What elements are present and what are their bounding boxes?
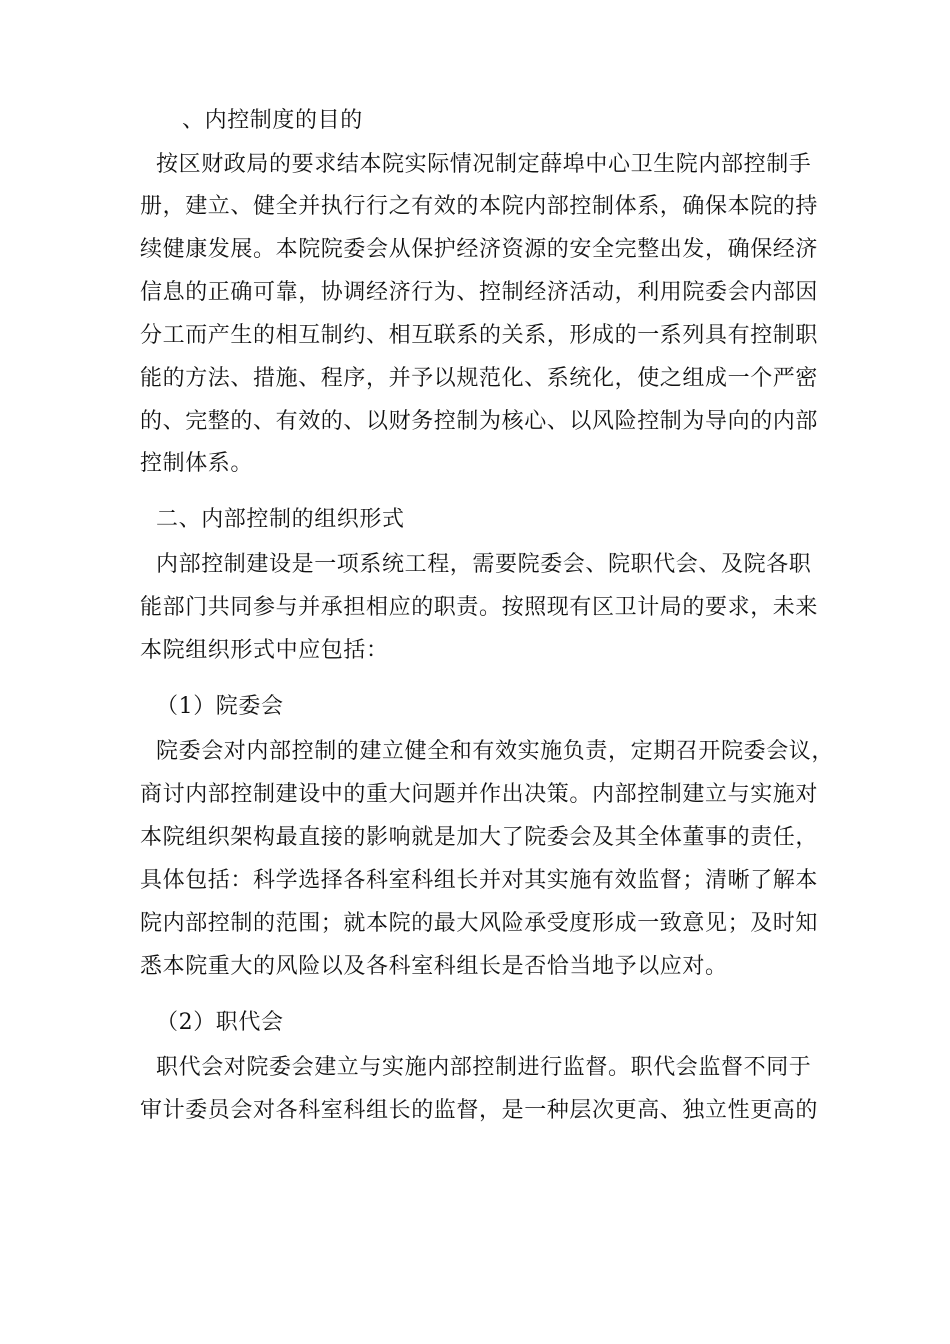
subsection-heading-committee: （1）院委会 [156,694,284,719]
paragraph-line: 具体包括：科学选择各科室科组长并对其实施有效监督；清晰了解本 [140,868,819,893]
paragraph-line: 信息的正确可靠，协调经济行为、控制经济活动，利用院委会内部因 [140,280,819,305]
paragraph-line: 按区财政局的要求结本院实际情况制定薛埠中心卫生院内部控制手 [156,152,812,177]
paragraph-line: 商讨内部控制建设中的重大问题并作出决策。内部控制建立与实施对 [140,782,819,807]
paragraph-line: 本院组织架构最直接的影响就是加大了院委会及其全体董事的责任， [140,825,819,850]
paragraph-line: 审计委员会对各科室科组长的监督，是一种层次更高、独立性更高的 [140,1098,819,1123]
paragraph-line: 续健康发展。本院院委会从保护经济资源的安全完整出发，确保经济 [140,237,819,262]
paragraph-line: 院委会对内部控制的建立健全和有效实施负责，定期召开院委会议， [156,739,835,764]
paragraph-line: 悉本院重大的风险以及各科室科组长是否恰当地予以应对。 [140,954,728,979]
paragraph-line: 的、完整的、有效的、以财务控制为核心、以风险控制为导向的内部 [140,409,819,434]
paragraph-line: 控制体系。 [140,451,254,476]
paragraph-line: 分工而产生的相互制约、相互联系的关系，形成的一系列具有控制职 [140,323,819,348]
paragraph-line: 本院组织形式中应包括： [140,638,389,663]
section-heading-organization: 二、内部控制的组织形式 [156,507,405,532]
paragraph-line: 能部门共同参与并承担相应的职责。按照现有区卫计局的要求，未来 [140,595,819,620]
section-heading-purpose: 、内控制度的目的 [182,108,363,133]
paragraph-line: 册，建立、健全并执行行之有效的本院内部控制体系，确保本院的持 [140,194,819,219]
paragraph-line: 院内部控制的范围；就本院的最大风险承受度形成一致意见；及时知 [140,911,819,936]
paragraph-line: 能的方法、措施、程序，并予以规范化、系统化，使之组成一个严密 [140,366,819,391]
paragraph-line: 内部控制建设是一项系统工程，需要院委会、院职代会、及院各职 [156,552,812,577]
paragraph-line: 职代会对院委会建立与实施内部控制进行监督。职代会监督不同于 [156,1055,812,1080]
subsection-heading-workers-congress: （2）职代会 [156,1010,284,1035]
